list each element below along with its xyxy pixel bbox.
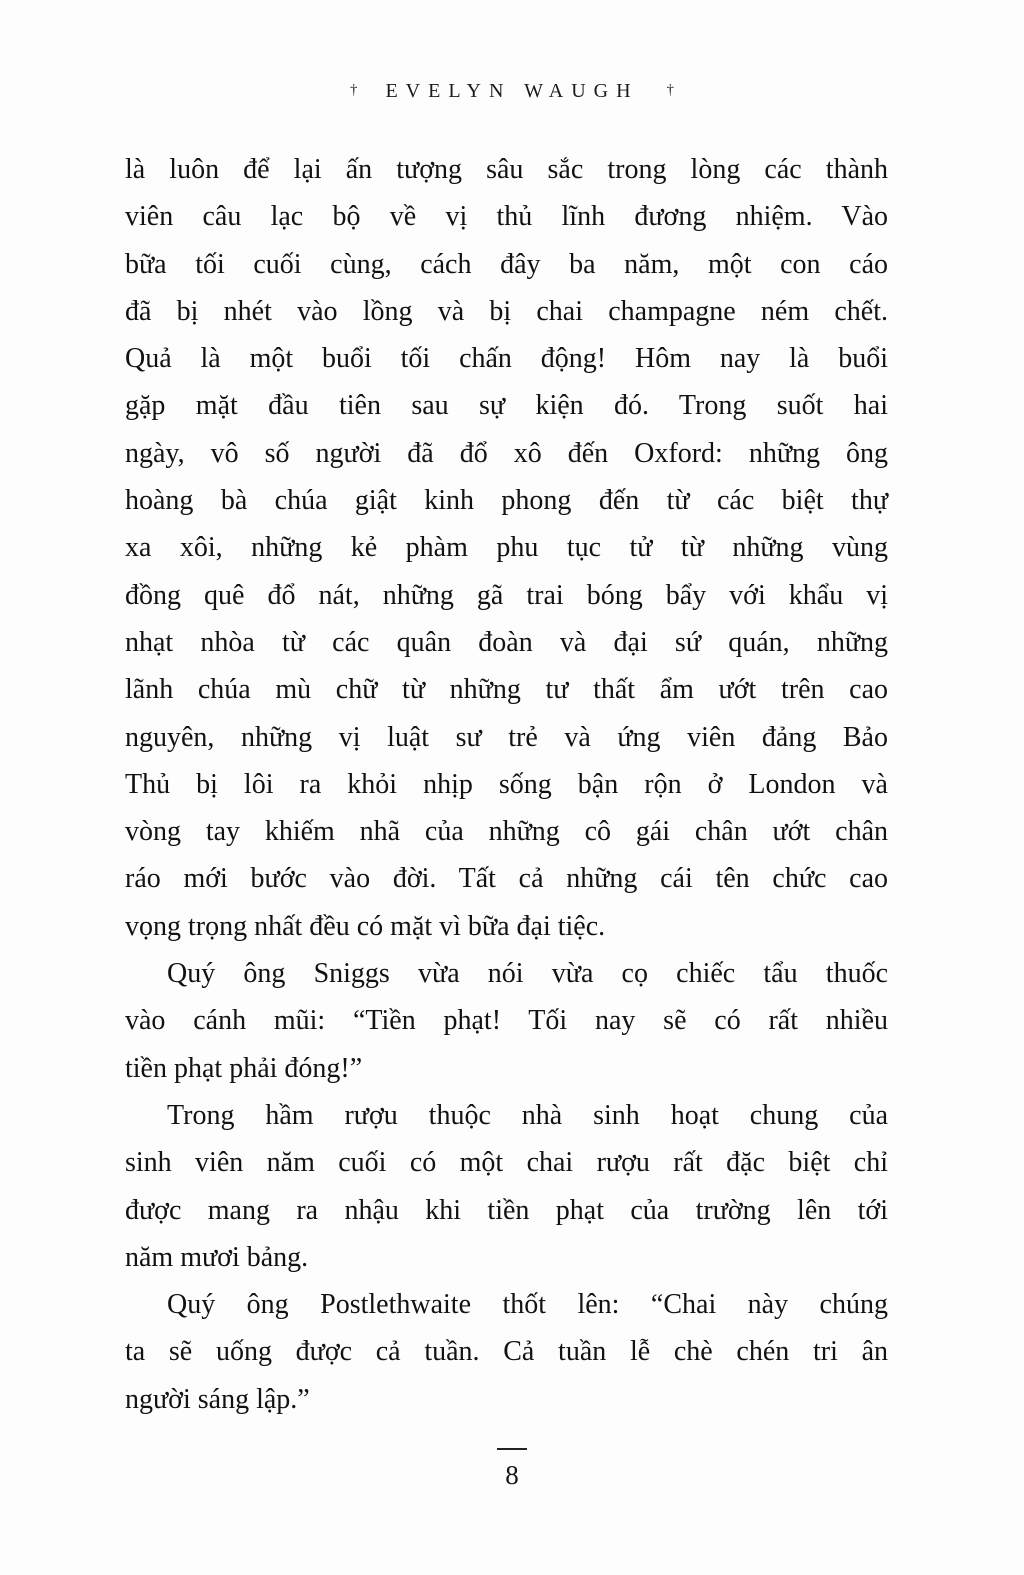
- text-line: lãnh chúa mù chữ từ những tư thất ẩm ướt trên cao: [125, 674, 888, 706]
- text-line: viên câu lạc bộ về vị thủ lĩnh đương nhiệm. Vào: [125, 201, 888, 233]
- text-line: vọng trọng nhất đều có mặt vì bữa đại tiệc.: [125, 910, 606, 942]
- text-line: đã bị nhét vào lồng và bị chai champagne ném chết.: [125, 295, 888, 327]
- text-line: Quả là một buổi tối chấn động! Hôm nay là buổi: [125, 343, 888, 375]
- text-line: ráo mới bước vào đời. Tất cả những cái tên chức cao: [125, 863, 888, 895]
- text-line: người sáng lập.”: [125, 1383, 310, 1415]
- text-line: hoàng bà chúa giật kinh phong đến từ các biệt thự: [125, 485, 888, 517]
- text-line: nhạt nhòa từ các quân đoàn và đại sứ quán, những: [125, 626, 888, 658]
- paragraph: [125, 1281, 888, 1423]
- text-line: được mang ra nhậu khi tiền phạt của trường lên tới: [125, 1194, 888, 1226]
- text-line: Quý ông Postlethwaite thốt lên: “Chai này chúng: [167, 1289, 888, 1321]
- paragraph: [125, 146, 888, 950]
- text-line: bữa tối cuối cùng, cách đây ba năm, một con cáo: [125, 248, 888, 280]
- text-line: Quý ông Sniggs vừa nói vừa cọ chiếc tẩu thuốc: [167, 958, 888, 990]
- footer-rule: [497, 1448, 527, 1450]
- page-footer: [0, 1448, 1024, 1490]
- text-line: là luôn để lại ấn tượng sâu sắc trong lòng các thành: [125, 154, 888, 185]
- paragraph: [125, 950, 888, 1092]
- body-text: [125, 146, 888, 1423]
- running-head: [0, 80, 1024, 103]
- cross-ornament-icon: †: [666, 82, 675, 98]
- running-head-title: EVELYN WAUGH: [385, 80, 639, 102]
- text-line: ta sẽ uống được cả tuần. Cả tuần lễ chè chén tri ân: [125, 1336, 888, 1368]
- text-line: xa xôi, những kẻ phàm phu tục tử từ những vùng: [125, 532, 888, 564]
- text-line: ngày, vô số người đã đổ xô đến Oxford: những ông: [125, 437, 888, 469]
- paragraph: [125, 1092, 888, 1281]
- cross-ornament-icon: †: [349, 82, 358, 98]
- text-line: sinh viên năm cuối có một chai rượu rất đặc biệt chỉ: [125, 1147, 888, 1179]
- page-number: 8: [505, 1460, 519, 1490]
- text-line: nguyên, những vị luật sư trẻ và ứng viên đảng Bảo: [125, 721, 888, 753]
- text-line: đồng quê đổ nát, những gã trai bóng bẩy với khẩu vị: [125, 579, 888, 611]
- text-line: năm mươi bảng.: [125, 1241, 309, 1273]
- text-line: vòng tay khiếm nhã của những cô gái chân ướt chân: [125, 816, 888, 848]
- text-line: tiền phạt phải đóng!”: [125, 1052, 363, 1084]
- text-line: Thủ bị lôi ra khỏi nhịp sống bận rộn ở London và: [125, 768, 888, 800]
- text-line: vào cánh mũi: “Tiền phạt! Tối nay sẽ có rất nhiều: [125, 1005, 888, 1037]
- text-line: gặp mặt đầu tiên sau sự kiện đó. Trong suốt hai: [125, 390, 888, 422]
- text-line: Trong hầm rượu thuộc nhà sinh hoạt chung của: [167, 1099, 888, 1131]
